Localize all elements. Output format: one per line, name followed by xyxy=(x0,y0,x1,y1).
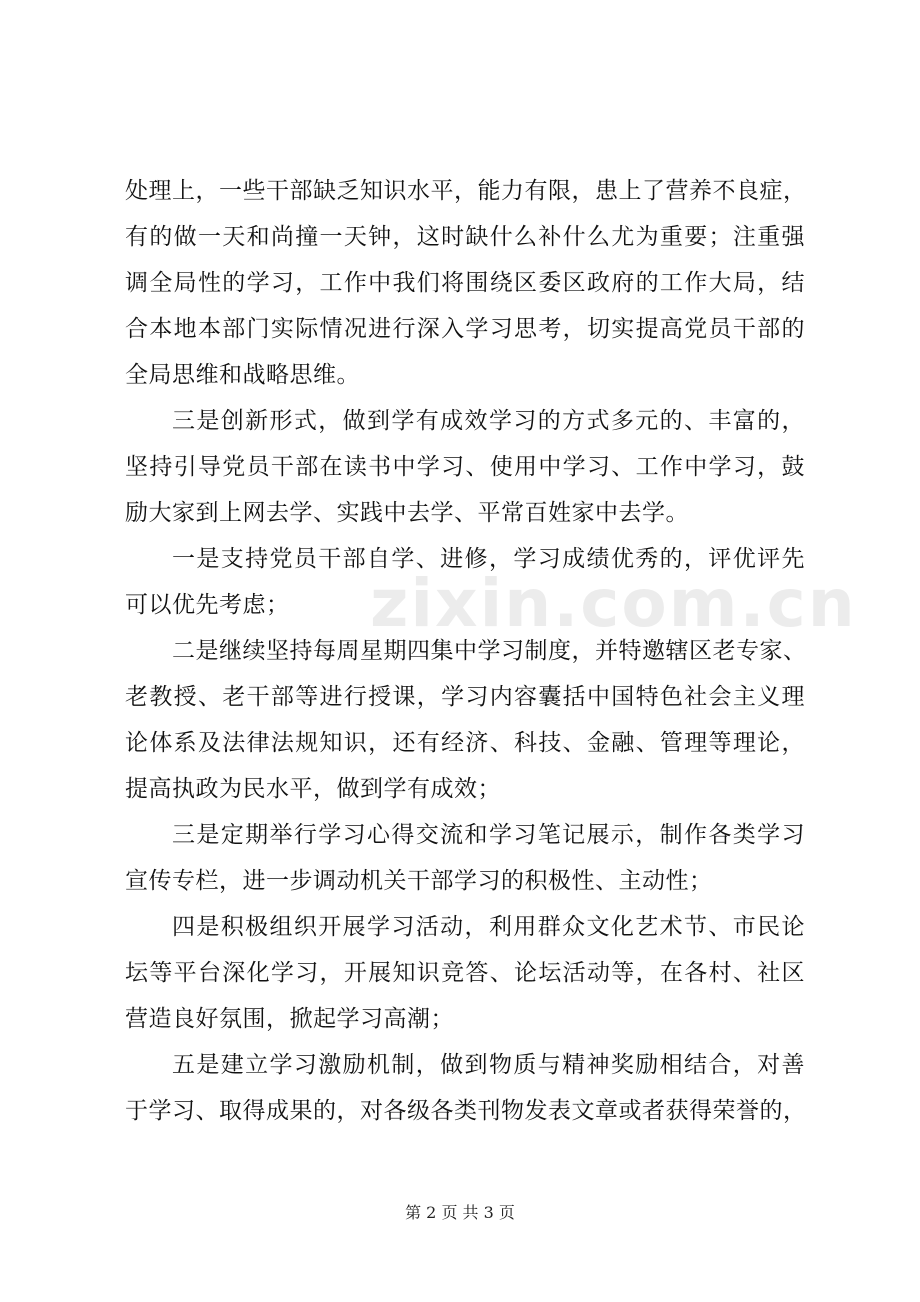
body-text-line: 坚持引导党员干部在读书中学习、使用中学习、工作中学习，鼓 xyxy=(125,454,805,480)
paragraph-first-line: 一是支持党员干部自学、进修，学习成绩优秀的，评优评先 xyxy=(172,546,805,572)
body-text-line: 调全局性的学习，工作中我们将围绕区委区政府的工作大局，结 xyxy=(125,270,805,296)
paragraph-first-line: 五是建立学习激励机制，做到物质与精神奖励相结合，对善 xyxy=(172,1052,805,1078)
page-footer: 第 2 页 共 3 页 xyxy=(405,1203,515,1222)
paragraph-first-line: 四是积极组织开展学习活动，利用群众文化艺术节、市民论 xyxy=(172,914,805,940)
body-text-line: 于学习、取得成果的，对各级各类刊物发表文章或者获得荣誉的， xyxy=(125,1098,807,1124)
body-text-line: 坛等平台深化学习，开展知识竞答、论坛活动等，在各村、社区 xyxy=(125,960,805,986)
body-text-line: 处理上，一些干部缺乏知识水平，能力有限，患上了营养不良症， xyxy=(125,178,807,204)
body-text-line: 可以优先考虑； xyxy=(125,592,290,618)
body-text-line: 合本地本部门实际情况进行深入学习思考，切实提高党员干部的 xyxy=(125,316,805,342)
body-text-line: 老教授、老干部等进行授课，学习内容囊括中国特色社会主义理 xyxy=(125,684,805,710)
body-text-line: 营造良好氛围，掀起学习高潮； xyxy=(125,1006,454,1032)
body-text-line: 励大家到上网去学、实践中去学、平常百姓家中去学。 xyxy=(125,500,689,526)
body-text-line: 论体系及法律法规知识，还有经济、科技、金融、管理等理论， xyxy=(125,730,805,756)
paragraph-first-line: 三是创新形式，做到学有成效学习的方式多元的、丰富的， xyxy=(172,408,805,434)
watermark: zixin.com.cn xyxy=(370,565,857,642)
body-text-line: 提高执政为民水平，做到学有成效； xyxy=(125,776,501,802)
body-text-line: 宣传专栏，进一步调动机关干部学习的积极性、主动性； xyxy=(125,868,713,894)
paragraph-first-line: 二是继续坚持每周星期四集中学习制度，并特邀辖区老专家、 xyxy=(172,638,807,664)
body-text-line: 有的做一天和尚撞一天钟，这时缺什么补什么尤为重要；注重强 xyxy=(125,224,805,250)
paragraph-first-line: 三是定期举行学习心得交流和学习笔记展示，制作各类学习 xyxy=(172,822,805,848)
body-text-line: 全局思维和战略思维。 xyxy=(125,362,360,388)
